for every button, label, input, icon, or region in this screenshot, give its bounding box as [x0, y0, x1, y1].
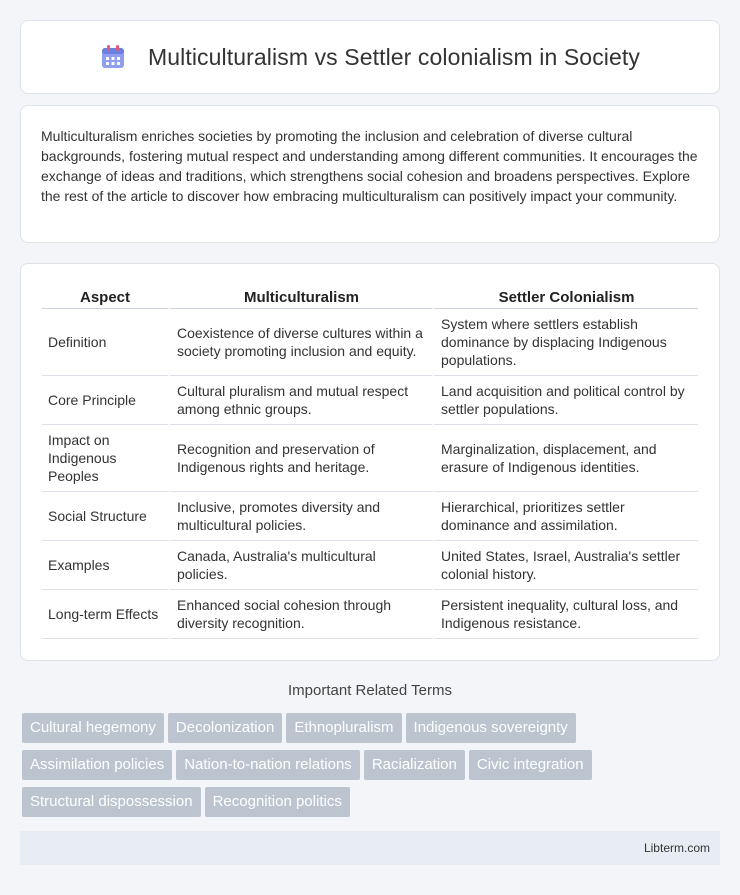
header-settler-colonialism: Settler Colonialism — [432, 284, 698, 309]
row-settler-colonialism: Marginalization, displacement, and erasure of Indigenous identities. — [432, 425, 698, 492]
related-terms-list — [22, 713, 722, 824]
row-multiculturalism: Enhanced social cohesion through diversity recognition. — [168, 590, 432, 639]
term-tag[interactable]: Civic integration — [469, 750, 592, 780]
footer-site-link[interactable]: Libterm.com — [643, 841, 710, 855]
term-tag[interactable]: Decolonization — [168, 713, 282, 743]
term-tag[interactable]: Structural dispossession — [22, 787, 201, 817]
row-multiculturalism: Canada, Australia's multicultural policies. — [168, 541, 432, 590]
intro-card — [20, 105, 720, 243]
term-tag[interactable]: Nation-to-nation relations — [176, 750, 360, 780]
table-row — [42, 492, 698, 541]
header-aspect: Aspect — [42, 284, 168, 309]
footer — [20, 831, 720, 865]
row-multiculturalism: Coexistence of diverse cultures within a society promoting inclusion and equity. — [168, 309, 432, 376]
term-tag[interactable]: Assimilation policies — [22, 750, 172, 780]
comparison-table — [42, 284, 698, 639]
header-multiculturalism: Multiculturalism — [168, 284, 432, 309]
title-card — [20, 20, 720, 94]
term-tag[interactable]: Recognition politics — [205, 787, 350, 817]
row-settler-colonialism: Hierarchical, prioritizes settler dominance and assimilation. — [432, 492, 698, 541]
term-tag[interactable]: Racialization — [364, 750, 465, 780]
related-terms-title: Important Related Terms — [288, 682, 452, 699]
term-tag[interactable]: Cultural hegemony — [22, 713, 164, 743]
row-aspect: Impact on Indigenous Peoples — [42, 425, 168, 492]
term-tag[interactable]: Indigenous sovereignty — [406, 713, 576, 743]
row-multiculturalism: Cultural pluralism and mutual respect among ethnic groups. — [168, 376, 432, 425]
term-tag[interactable]: Ethnopluralism — [286, 713, 401, 743]
comparison-table-card — [20, 263, 720, 661]
row-aspect: Social Structure — [42, 492, 168, 541]
table-row — [42, 309, 698, 376]
row-settler-colonialism: Land acquisition and political control by settler populations. — [432, 376, 698, 425]
row-settler-colonialism: United States, Israel, Australia's settler colonial history. — [432, 541, 698, 590]
row-settler-colonialism: Persistent inequality, cultural loss, and Indigenous resistance. — [432, 590, 698, 639]
intro-paragraph: Multiculturalism enriches societies by promoting the inclusion and celebration of diverse cultural backgrounds, fostering mutual respect and understanding among different communities. It encourages the exchange of ideas and traditions, which strengthens social cohesion and broadens perspectives. Explore the rest of the article to discover how embracing multiculturalism can positively impact your community. — [41, 128, 698, 204]
row-aspect: Core Principle — [42, 376, 168, 425]
table-row — [42, 425, 698, 492]
row-aspect: Definition — [42, 309, 168, 376]
page-title: Multiculturalism vs Settler colonialism in Society — [148, 43, 640, 70]
calendar-icon — [100, 44, 126, 70]
table-header-row — [42, 284, 698, 309]
row-aspect: Long-term Effects — [42, 590, 168, 639]
table-row — [42, 590, 698, 639]
row-aspect: Examples — [42, 541, 168, 590]
table-row — [42, 541, 698, 590]
row-multiculturalism: Recognition and preservation of Indigenous rights and heritage. — [168, 425, 432, 492]
row-multiculturalism: Inclusive, promotes diversity and multicultural policies. — [168, 492, 432, 541]
row-settler-colonialism: System where settlers establish dominance by displacing Indigenous populations. — [432, 309, 698, 376]
table-row — [42, 376, 698, 425]
